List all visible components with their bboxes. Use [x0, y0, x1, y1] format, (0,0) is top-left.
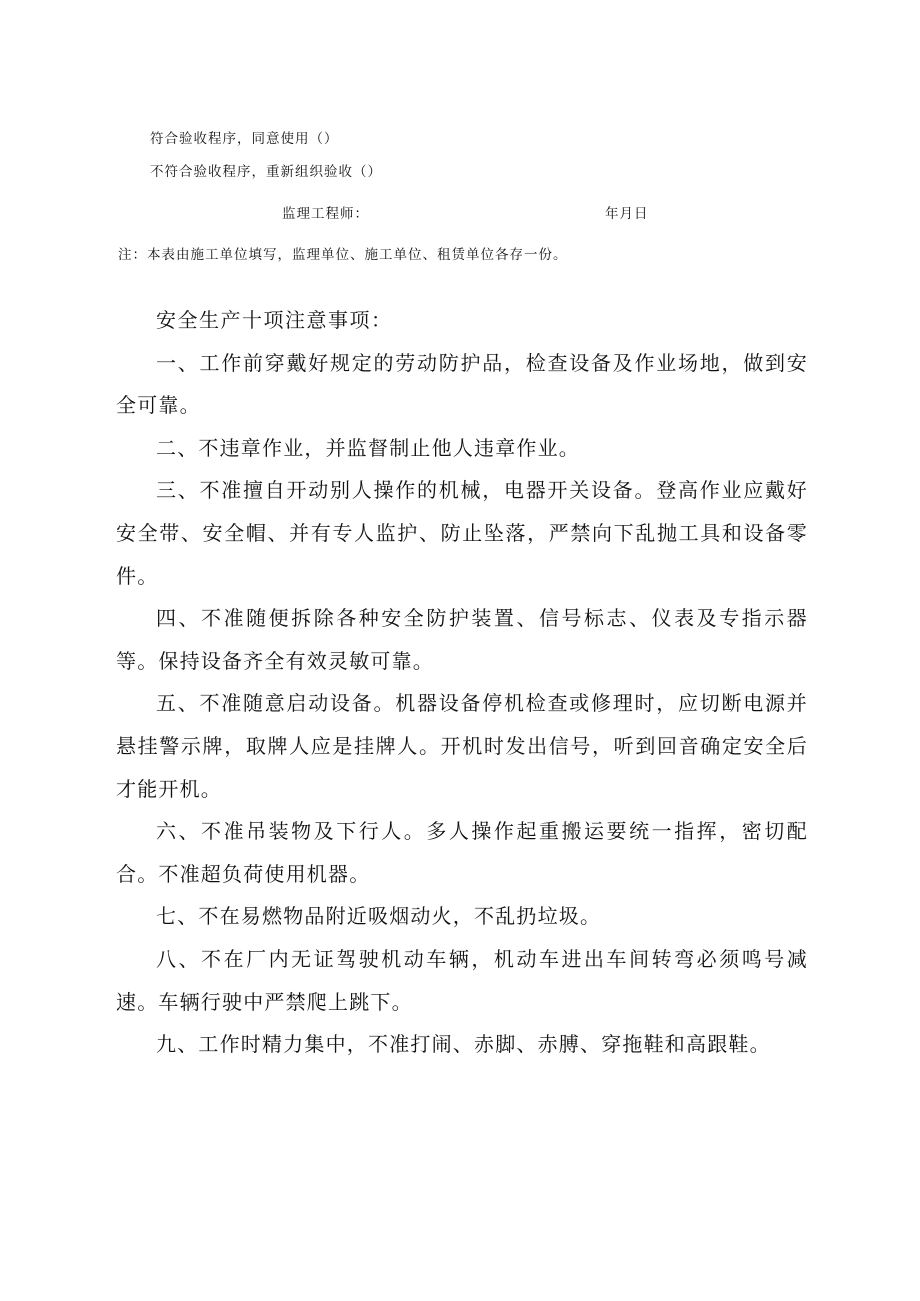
safety-rules-heading: 安全生产十项注意事项：	[156, 308, 393, 332]
rule-item-2: 二、不违章作业，并监督制止他人违章作业。	[156, 435, 580, 460]
safety-rules-section	[116, 299, 808, 1066]
form-note: 注：本表由施工单位填写，监理单位、施工单位、租赁单位各存一份。	[118, 247, 568, 263]
rule-item-9: 九、工作时精力集中，不准打闹、赤脚、赤膊、穿拖鞋和高跟鞋。	[156, 1032, 771, 1057]
rule-item-7: 七、不在易燃物品附近吸烟动火，不乱扔垃圾。	[156, 904, 602, 929]
rule-item-3: 三、不准擅自开动别人操作的机械，电器开关设备。登高作业应戴好安全带、安全帽、并有专人监护、防止坠落，严禁向下乱抛工具和设备零件。	[116, 478, 808, 588]
approve-option: 符合验收程序，同意使用（）	[150, 131, 339, 147]
reject-option: 不符合验收程序，重新组织验收（）	[150, 164, 382, 180]
rule-item-6: 六、不准吊装物及下行人。多人操作起重搬运要统一指挥，密切配合。不准超负荷使用机器。	[116, 819, 808, 886]
rule-item-5: 五、不准随意启动设备。机器设备停机检查或修理时，应切断电源并悬挂警示牌，取牌人应是挂牌人。开机时发出信号，听到回音确定安全后才能开机。	[116, 691, 808, 801]
rule-item-8: 八、不在厂内无证驾驶机动车辆，机动车进出车间转弯必须鸣号减速。车辆行驶中严禁爬上跳下。	[116, 946, 808, 1014]
rule-item-1: 一、工作前穿戴好规定的劳动防护品，检查设备及作业场地，做到安全可靠。	[116, 350, 808, 418]
engineer-signature-label: 监理工程师：	[282, 206, 369, 222]
rule-item-4: 四、不准随便拆除各种安全防护装置、信号标志、仪表及专指示器等。保持设备齐全有效灵敏可靠。	[116, 606, 808, 673]
date-label: 年月日	[605, 206, 649, 222]
